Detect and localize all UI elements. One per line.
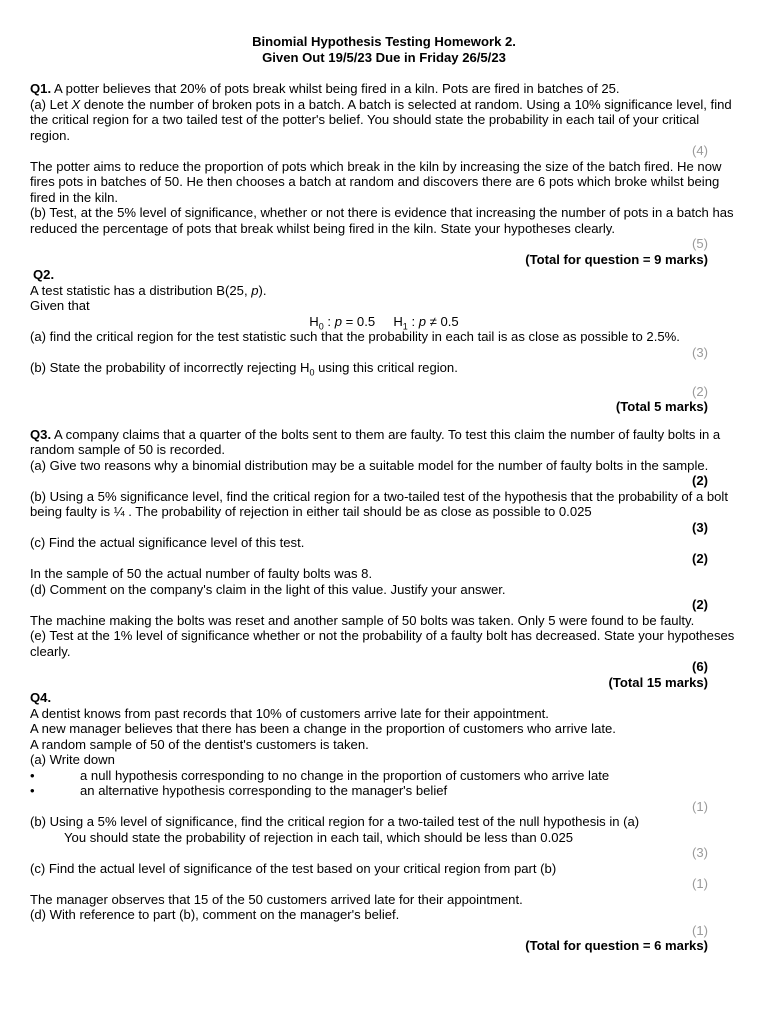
q3-b-marks: (3) (691, 519, 708, 535)
question-3 (30, 427, 738, 691)
q1-b-marks: (5) (691, 236, 708, 251)
q1-intro: Q1. A potter believes that 20% of pots break whilst being fired in a kiln. Pots are fired in batches of 25. (30, 81, 620, 96)
q1-a-marks: (4) (691, 143, 708, 158)
q1-context: The potter aims to reduce the proportion of pots which break in the kiln by increasing the size of the batch fired. He now fires pots in batches of 50. He then chooses a batch at random and discovers there are 6 pots which broke whilst being fired in the kiln. (30, 158, 722, 205)
q2-label: Q2. (33, 267, 55, 282)
q4-part-d: (d) With reference to part (b), comment on the manager's belief. (30, 907, 400, 922)
q2-total: (Total 5 marks) (615, 399, 708, 414)
q4-bullet-2: • an alternative hypothesis corresponding to the manager's belief (30, 783, 448, 798)
q3-total: (Total 15 marks) (608, 674, 708, 690)
spacer (30, 415, 738, 423)
document-dates: Given Out 19/5/23 Due in Friday 26/5/23 (262, 49, 506, 65)
q4-b-marks: (3) (691, 845, 708, 860)
q3-part-e: (e) Test at the 1% level of significance whether or not the probability of a faulty bolt has decreased. State your hypotheses clearly. (30, 628, 735, 659)
spacer (30, 376, 738, 384)
q2-part-a: (a) find the critical region for the test statistic such that the probability in each tail is as close as possible to 2.5%. (30, 329, 680, 344)
q4-part-c: (c) Find the actual level of significance of the test based on your critical region from part (b) (30, 860, 557, 876)
question-1 (30, 81, 738, 267)
q1-part-a: (a) Let X denote the number of broken pots in a batch. A batch is selected at random. Using a 10% significance level, find the critical region for a two tailed test of the potter's belief. You should state the probability in each tail of your critical region. (30, 96, 732, 143)
q2-h0: $H_0$ : p = 0.5 (309, 313, 376, 332)
q3-part-d: (d) Comment on the company's claim in the light of this value. Justify your answer. (30, 581, 506, 597)
q4-d-marks: (1) (691, 922, 708, 938)
question-2 (30, 267, 738, 415)
document-header (30, 34, 738, 65)
q1-label: Q1. (30, 81, 52, 96)
q4-intro-1: A dentist knows from past records that 10% of customers arrive late for their appointment. (30, 705, 549, 721)
q4-intro-3: A random sample of 50 of the dentist's customers is taken. (30, 736, 369, 752)
q2-given: Given that (30, 298, 90, 313)
q1-total: (Total for question = 9 marks) (525, 251, 708, 267)
document-title: Binomial Hypothesis Testing Homework 2. (252, 34, 516, 49)
q3-part-b: (b) Using a 5% significance level, find the critical region for a two-tailed test of the hypothesis that the probability of a bolt being faulty is ¼ . The probability of rejection in either tail should be as close as possible to 0.025 (30, 488, 728, 519)
q1-part-b: (b) Test, at the 5% level of significance, whether or not there is evidence that increasing the number of pots in a batch has reduced the percentage of pots that break whilst being fired in the kiln. State your hypotheses clearly. (30, 205, 734, 236)
q4-intro-2: A new manager believes that there has been a change in the proportion of customers who arrive late. (30, 721, 616, 736)
q2-part-b: (b) State the probability of incorrectly rejecting $H_0$ using this critical region. (30, 360, 458, 378)
q3-context-1: In the sample of 50 the actual number of faulty bolts was 8. (30, 566, 373, 581)
q2-intro: A test statistic has a distribution B(25, p). (30, 282, 267, 298)
bullet-icon: • (30, 767, 35, 783)
q2-h1: $H_1$ : p ≠ 0.5 (393, 313, 459, 332)
q3-label: Q3. (30, 426, 52, 442)
q4-bullet-1: • a null hypothesis corresponding to no change in the proportion of customers who arrive late (30, 767, 610, 783)
q4-part-b-2: You should state the probability of rejection in each tail, which should be less than 0.025 (64, 829, 574, 845)
q3-part-c: (c) Find the actual significance level of this test. (30, 535, 305, 550)
q3-a-marks: (2) (691, 473, 708, 488)
q2-b-marks: (2) (691, 383, 708, 399)
q3-c-marks: (2) (691, 550, 708, 566)
q2-a-marks: (3) (691, 344, 708, 360)
q4-context: The manager observes that 15 of the 50 customers arrived late for their appointment. (30, 891, 523, 907)
q3-context-2: The machine making the bolts was reset and another sample of 50 bolts was taken. Only 5 were found to be faulty. (30, 612, 695, 628)
q3-intro: Q3. A company claims that a quarter of the bolts sent to them are faulty. To test this claim the number of faulty bolts in a random sample of 50 is recorded. (30, 426, 721, 457)
q3-e-marks: (6) (691, 659, 708, 674)
question-4 (30, 690, 738, 954)
q4-total: (Total for question = 6 marks) (525, 938, 708, 953)
q4-part-a: (a) Write down (30, 752, 115, 767)
q4-a-marks: (1) (691, 798, 708, 814)
q4-part-b-1: (b) Using a 5% level of significance, find the critical region for a two-tailed test of the null hypothesis in (a) (30, 814, 640, 829)
q4-c-marks: (1) (691, 876, 708, 891)
q3-d-marks: (2) (691, 597, 708, 612)
q4-label: Q4. (30, 690, 52, 705)
q2-hypotheses (30, 314, 738, 330)
bullet-icon: • (30, 783, 35, 798)
q3-part-a: (a) Give two reasons why a binomial distribution may be a suitable model for the number of faulty bolts in the sample. (30, 457, 709, 473)
